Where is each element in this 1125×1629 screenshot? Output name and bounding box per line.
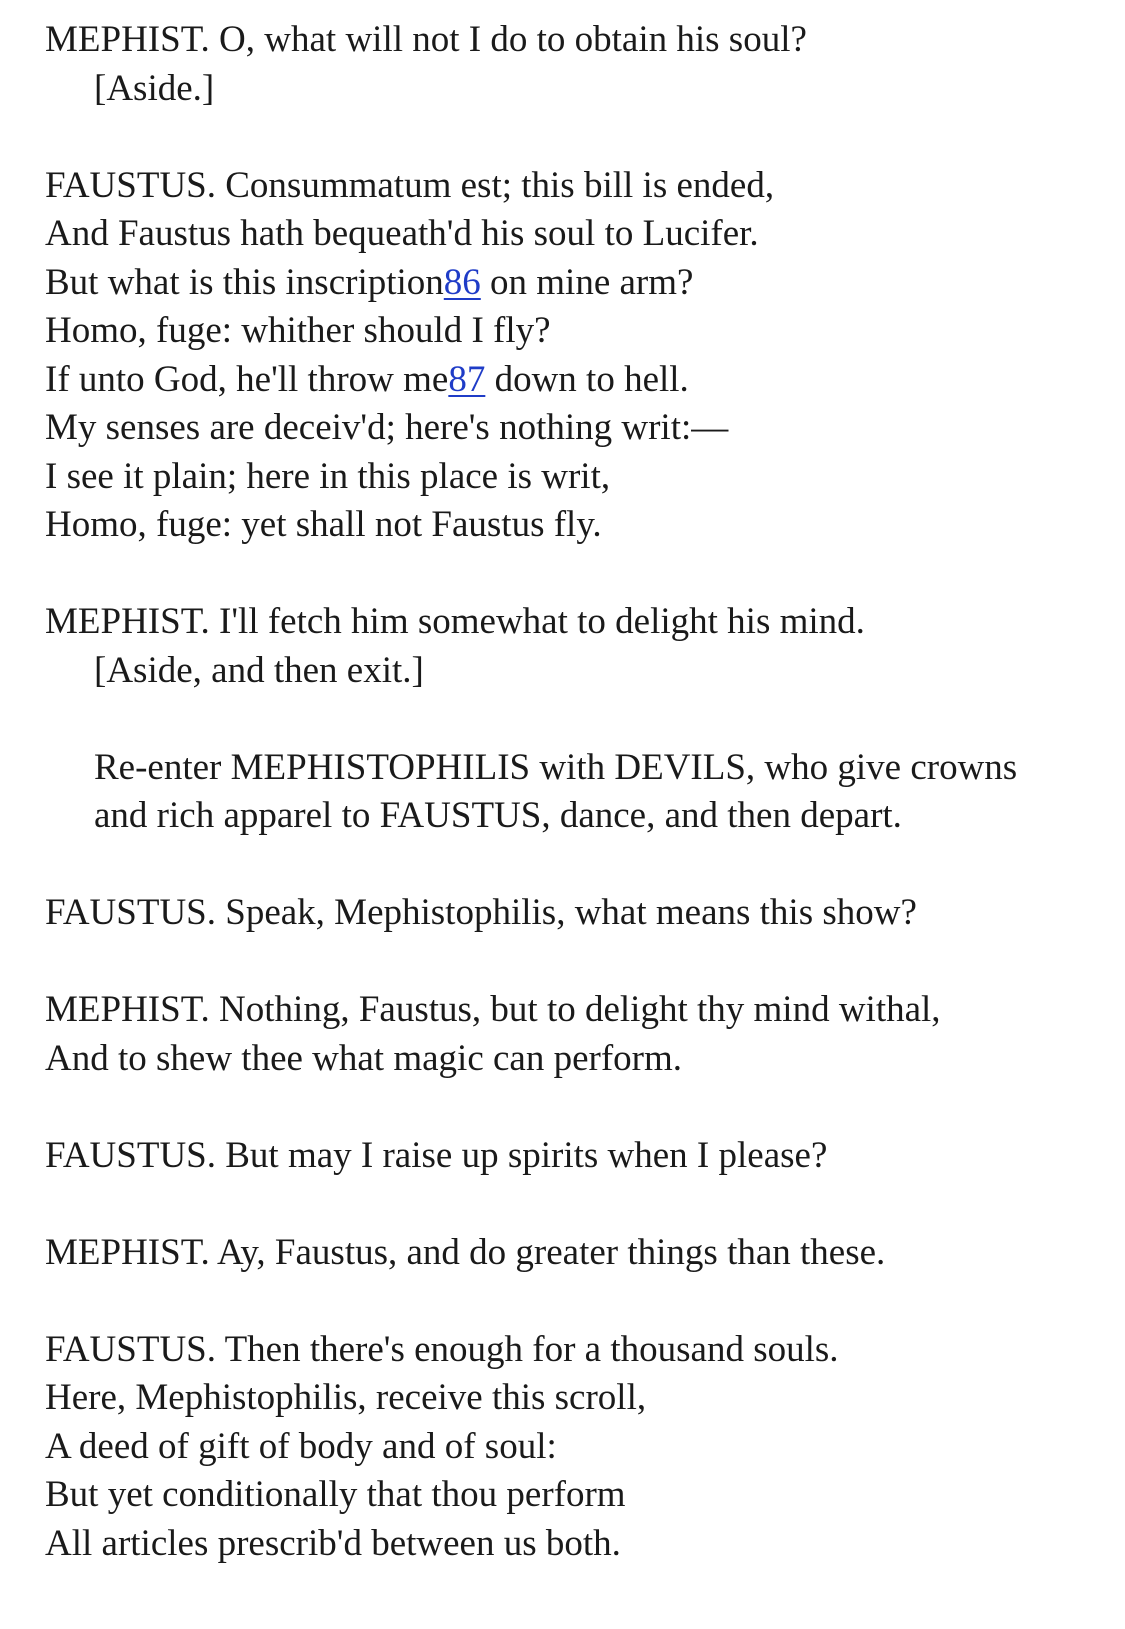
- footnote-link-87[interactable]: 87: [448, 358, 486, 400]
- text-line: FAUSTUS. Speak, Mephistophilis, what means this show?: [45, 892, 917, 933]
- text-line: And to shew thee what magic can perform.: [45, 1037, 683, 1079]
- blank-line: [45, 695, 1125, 744]
- text-line: Re-enter MEPHISTOPHILIS with DEVILS, who give crowns: [94, 746, 1018, 788]
- speech-mephist-1: [45, 16, 1125, 113]
- stage-direction-exit: [Aside, and then exit.]: [94, 649, 424, 691]
- blank-line: [45, 1180, 1125, 1229]
- text-segment: But what is this inscription: [45, 261, 444, 303]
- text-line: FAUSTUS. But may I raise up spirits when I please?: [45, 1134, 828, 1176]
- text-line: MEPHIST. I'll fetch him somewhat to delight his mind.: [45, 601, 865, 642]
- text-line: But yet conditionally that thou perform: [45, 1474, 626, 1515]
- text-line: MEPHIST. O, what will not I do to obtain his soul?: [45, 19, 807, 60]
- stage-direction-reenter: [45, 744, 1125, 841]
- text-line: FAUSTUS. Then there's enough for a thousand souls.: [45, 1328, 839, 1370]
- text-line: [45, 259, 1125, 308]
- blank-line: [45, 550, 1125, 599]
- text-segment: If unto God, he'll throw me: [45, 358, 449, 400]
- text-line: [45, 356, 1125, 405]
- text-line: A deed of gift of body and of soul:: [45, 1425, 557, 1467]
- speech-mephist-3: [45, 986, 1125, 1083]
- speech-faustus-2: [45, 889, 1125, 938]
- text-line: All articles prescrib'd between us both.: [45, 1522, 621, 1564]
- play-text: [45, 16, 1125, 1568]
- text-line: MEPHIST. Nothing, Faustus, but to delight thy mind withal,: [45, 989, 941, 1030]
- text-line: My senses are deceiv'd; here's nothing writ:—: [45, 407, 729, 448]
- text-line: FAUSTUS. Consummatum est; this bill is ended,: [45, 164, 775, 206]
- text-line: Here, Mephistophilis, receive this scroll,: [45, 1377, 647, 1418]
- text-line: And Faustus hath bequeath'd his soul to Lucifer.: [45, 213, 759, 254]
- stage-direction-aside: [Aside.]: [94, 67, 215, 109]
- blank-line: [45, 938, 1125, 987]
- blank-line: [45, 113, 1125, 162]
- text-line: MEPHIST. Ay, Faustus, and do greater things than these.: [45, 1231, 886, 1273]
- text-line: I see it plain; here in this place is writ,: [45, 455, 611, 497]
- footnote-link-86[interactable]: 86: [443, 261, 481, 303]
- text-line: Homo, fuge: whither should I fly?: [45, 310, 551, 351]
- speech-faustus-1: [45, 162, 1125, 550]
- speech-faustus-4: [45, 1326, 1125, 1569]
- speech-faustus-3: [45, 1132, 1125, 1181]
- text-line: Homo, fuge: yet shall not Faustus fly.: [45, 504, 602, 545]
- blank-line: [45, 1083, 1125, 1132]
- speech-mephist-2: [45, 598, 1125, 695]
- text-segment: on mine arm?: [480, 261, 694, 303]
- blank-line: [45, 841, 1125, 890]
- blank-line: [45, 1277, 1125, 1326]
- text-line: and rich apparel to FAUSTUS, dance, and then depart.: [94, 795, 902, 836]
- speech-mephist-4: [45, 1229, 1125, 1278]
- text-segment: down to hell.: [485, 358, 689, 400]
